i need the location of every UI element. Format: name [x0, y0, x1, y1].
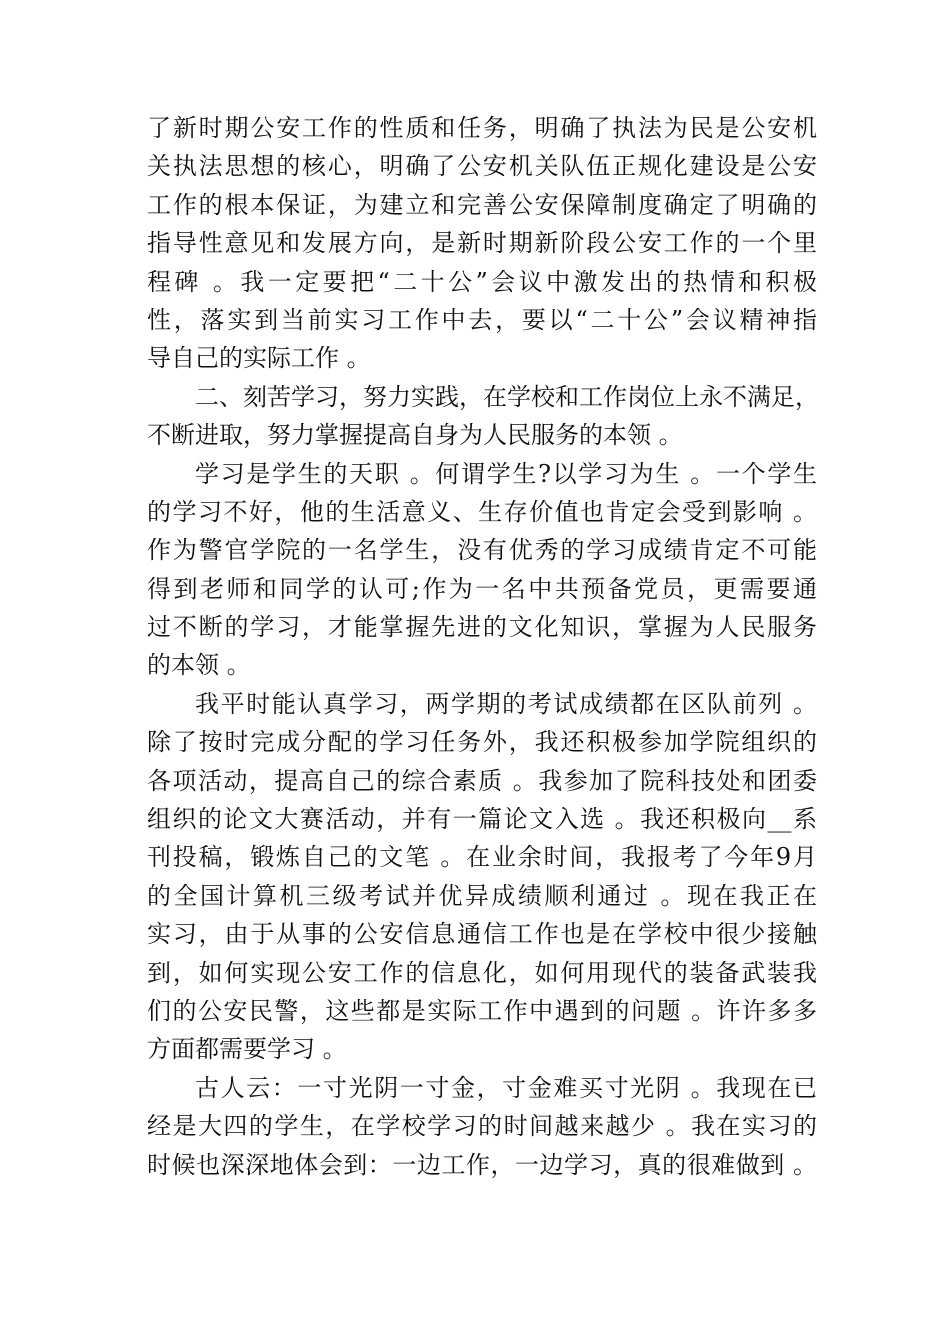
text-line: 指导性意见和发展方向，是新时期新阶段公安工作的一个里: [147, 229, 817, 258]
text-line: 了新时期公安工作的性质和任务，明确了执法为民是公安机: [147, 114, 817, 142]
text-line: 学习是学生的天职 。何谓学生?以学习为生 。一个学生: [195, 459, 817, 488]
text-line: 实习，由于从事的公安信息通信工作也是在学校中很少接触: [147, 920, 817, 949]
text-line: 刊投稿，锻炼自己的文笔 。在业余时间，我报考了今年9月: [147, 843, 817, 872]
text-line: 的学习不好，他的生活意义、生存价值也肯定会受到影响 。: [147, 497, 817, 526]
text-line: 导自己的实际工作 。: [147, 344, 371, 373]
text-line: 时候也深深地体会到：一边工作，一边学习，真的很难做到 。: [147, 1150, 817, 1179]
text-line: 程碑 。我一定要把“二十公”会议中激发出的热情和积极: [147, 267, 817, 296]
text-line: 古人云：一寸光阴一寸金，寸金难买寸光阴 。我现在已: [195, 1073, 817, 1102]
text-line: 经是大四的学生，在学校学习的时间越来越少 。我在实习的: [147, 1112, 817, 1141]
text-line: 方面都需要学习 。: [147, 1035, 347, 1064]
text-line: 的全国计算机三级考试并优异成绩顺利通过 。现在我正在: [147, 881, 817, 910]
text-line: 各项活动，提高自己的综合素质 。我参加了院科技处和团委: [147, 766, 817, 795]
text-line: 关执法思想的核心，明确了公安机关队伍正规化建设是公安: [147, 152, 817, 181]
text-line: 性，落实到当前实习工作中去，要以“二十公”会议精神指: [147, 305, 817, 334]
text-line: 我平时能认真学习，两学期的考试成绩都在区队前列 。: [195, 689, 817, 718]
text-line: 组织的论文大赛活动，并有一篇论文入选 。我还积极向__系: [147, 805, 817, 834]
text-line: 不断进取，努力掌握提高自身为人民服务的本领 。: [147, 421, 683, 450]
text-line: 得到老师和同学的认可;作为一名中共预备党员，更需要通: [147, 574, 817, 603]
body-text: [147, 109, 817, 1184]
text-line: 的本领 。: [147, 651, 251, 680]
text-line: 工作的根本保证，为建立和完善公安保障制度确定了明确的: [147, 190, 817, 219]
text-line: 二、刻苦学习，努力实践，在学校和工作岗位上永不满足，: [195, 382, 819, 411]
text-line: 除了按时完成分配的学习任务外，我还积极参加学院组织的: [147, 728, 817, 757]
text-line: 作为警官学院的一名学生，没有优秀的学习成绩肯定不可能: [147, 536, 817, 565]
text-line: 过不断的学习，才能掌握先进的文化知识，掌握为人民服务: [147, 613, 817, 642]
text-line: 们的公安民警，这些都是实际工作中遇到的问题 。许许多多: [147, 996, 817, 1025]
text-line: 到，如何实现公安工作的信息化，如何用现代的装备武装我: [147, 958, 817, 987]
